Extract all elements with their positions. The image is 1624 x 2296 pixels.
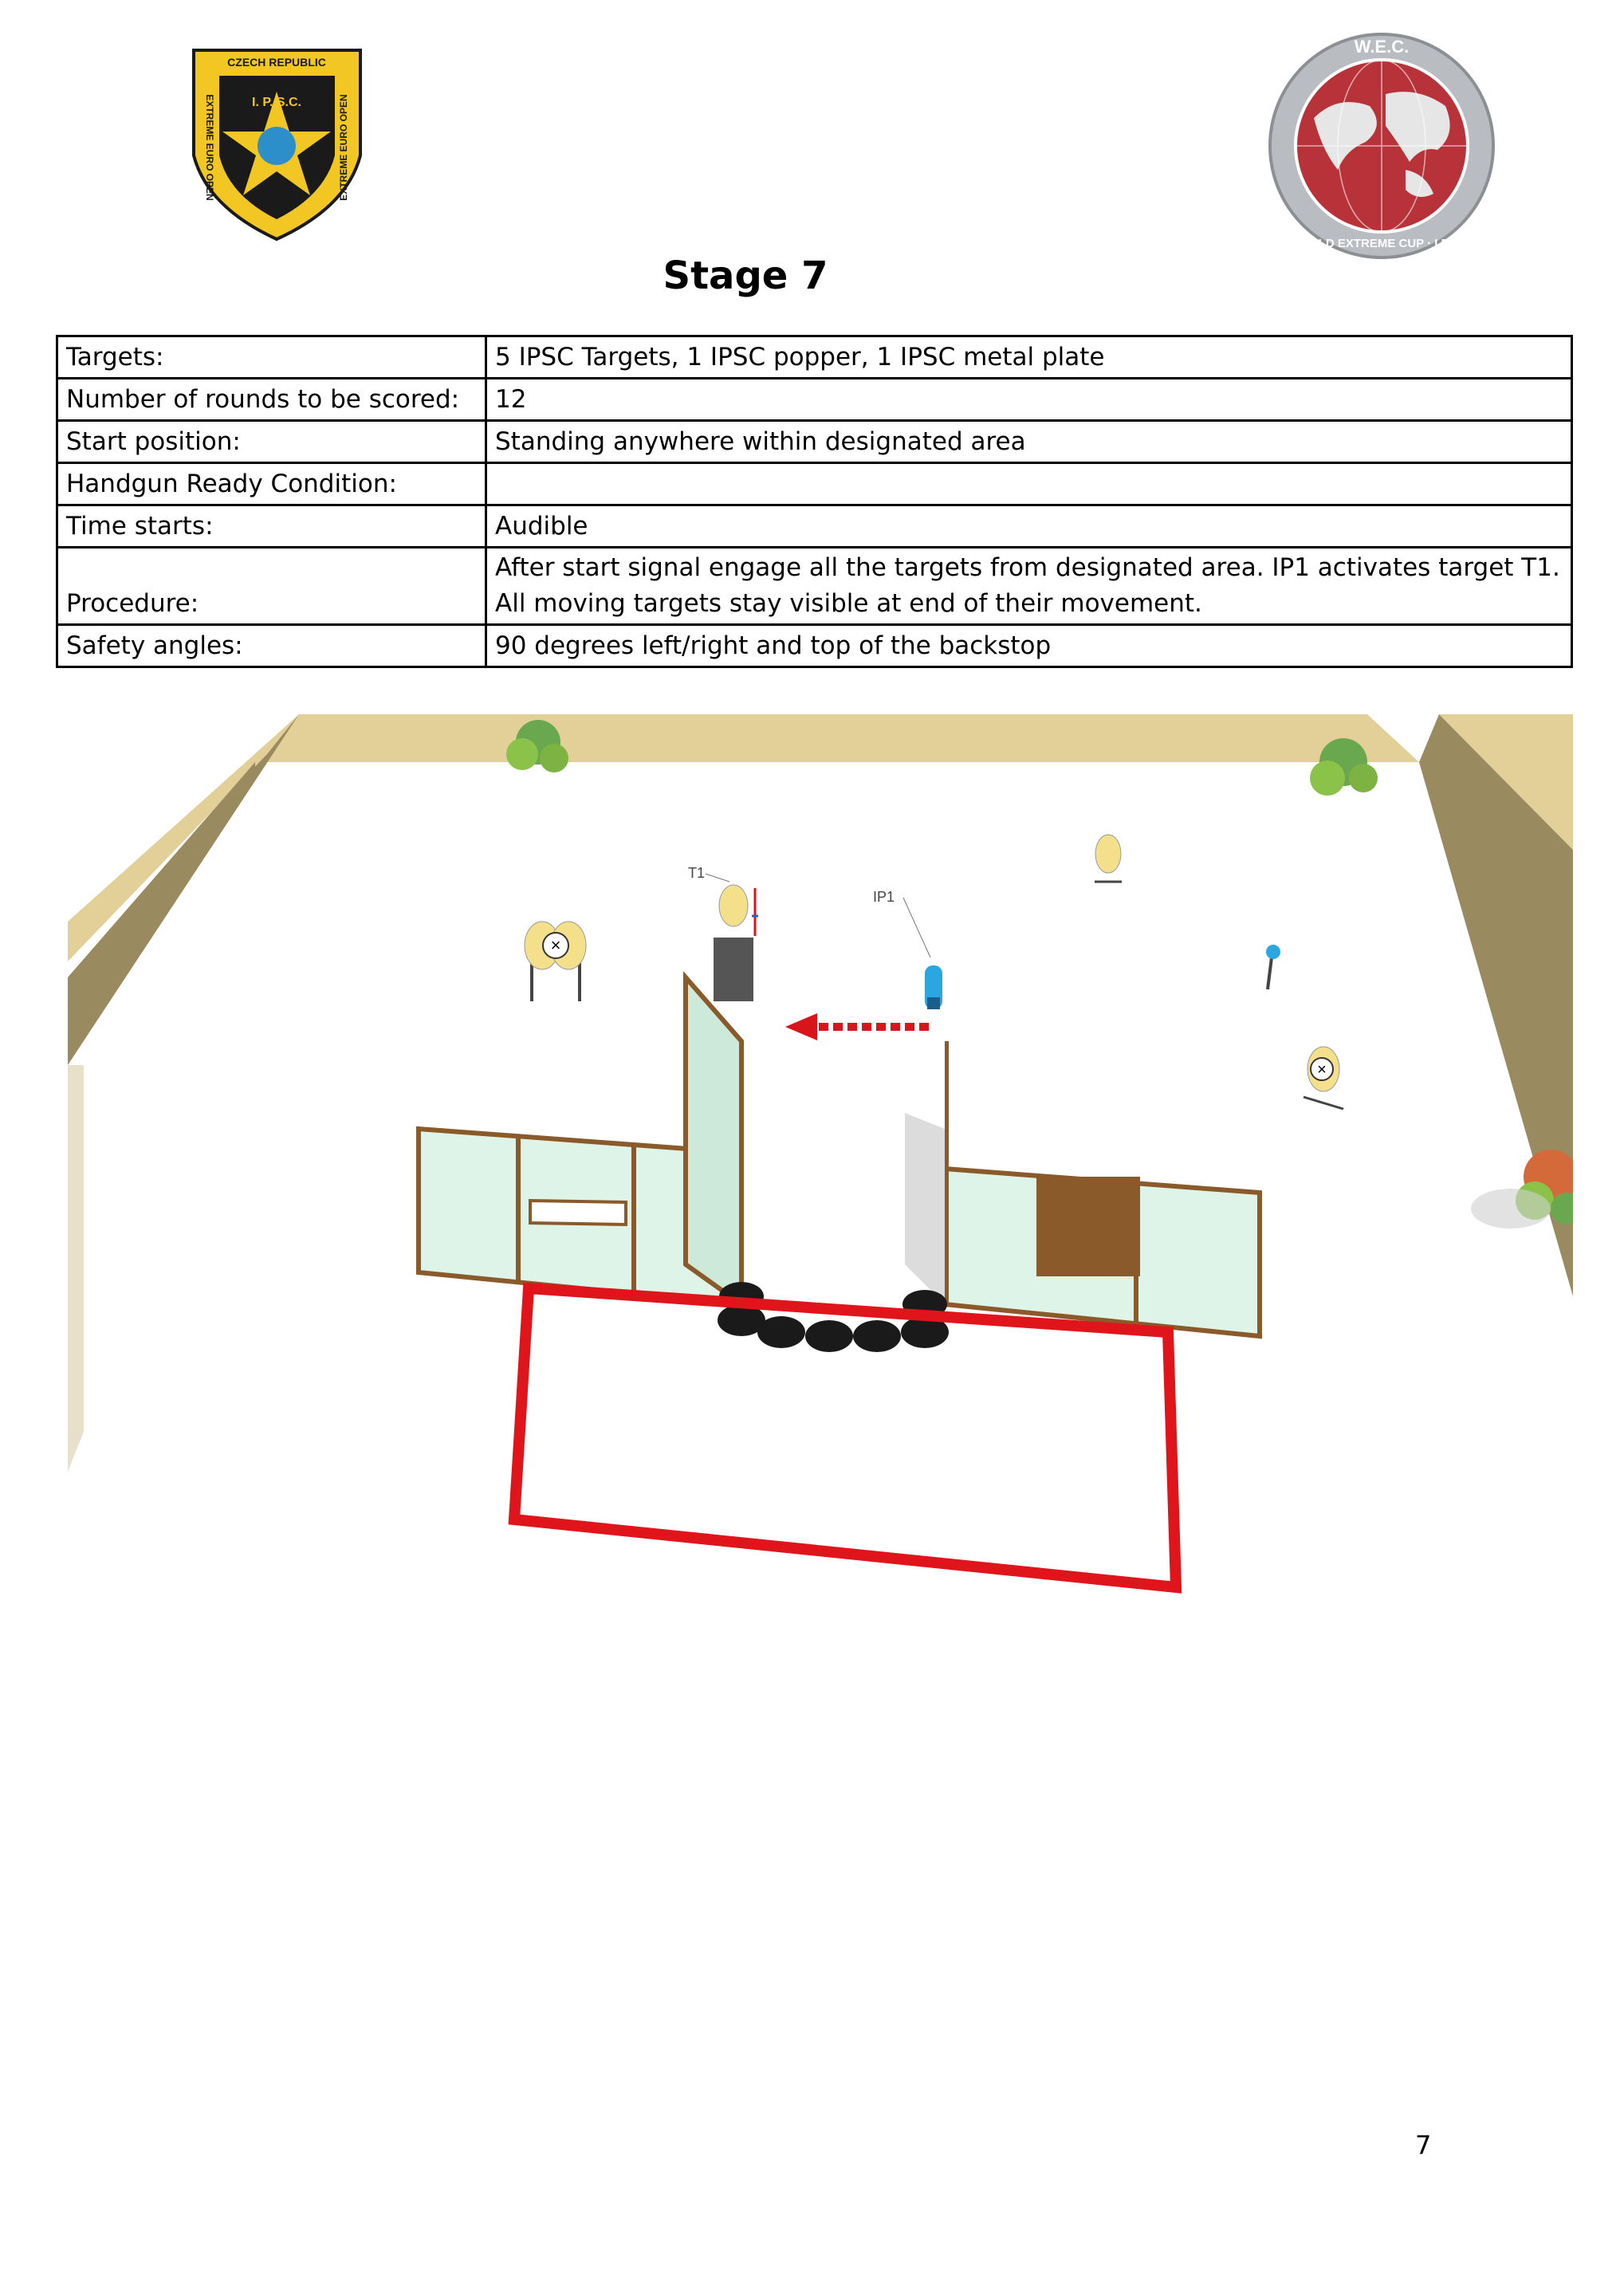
row-value: 12 [486, 379, 1572, 421]
table-row [57, 463, 1572, 505]
row-label: Targets: [57, 336, 486, 379]
table-row [57, 625, 1572, 667]
right-logo-top-text: W.E.C. [1354, 37, 1410, 57]
table-row [57, 505, 1572, 548]
procedure-line: After start signal engage all the targets from designated area. IP1 activates target T1. [495, 553, 1560, 582]
ground [68, 714, 1573, 1615]
row-value [486, 548, 1572, 625]
stage-diagram [68, 714, 1573, 1615]
back-berm [255, 714, 1419, 762]
left-logo-center-text: I. P. S.C. [252, 96, 301, 109]
row-value: 5 IPSC Targets, 1 IPSC popper, 1 IPSC metal plate [486, 336, 1572, 379]
row-value [486, 463, 1572, 505]
left-logo-right-text: EXTREME EURO OPEN [338, 94, 349, 201]
procedure-line: All moving targets stay visible at end of their movement. [495, 589, 1202, 618]
world-extreme-cup-logo [1266, 30, 1497, 261]
row-label: Number of rounds to be scored: [57, 379, 486, 421]
ipsc-extreme-euro-open-logo [187, 44, 367, 243]
page-number: 7 [1415, 2130, 1432, 2160]
svg-text:×: × [550, 935, 561, 955]
table-row [57, 379, 1572, 421]
page-title: Stage 7 [663, 254, 828, 298]
label-t1: T1 [688, 865, 706, 881]
row-value: 90 degrees left/right and top of the backstop [486, 625, 1572, 667]
row-label: Handgun Ready Condition: [57, 463, 486, 505]
table-row [57, 548, 1572, 625]
left-logo-top-text: CZECH REPUBLIC [227, 56, 326, 69]
row-label: Time starts: [57, 505, 486, 548]
row-label: Procedure: [57, 548, 486, 625]
label-ip1: IP1 [873, 889, 895, 905]
stage-info-table [56, 335, 1573, 668]
row-value: Standing anywhere within designated area [486, 421, 1572, 463]
row-label: Safety angles: [57, 625, 486, 667]
table-row [57, 336, 1572, 379]
right-logo-ring-text: WORLD EXTREME CUP · I.P.S.C. [1289, 237, 1474, 250]
left-logo-left-text: EXTREME EURO OPEN [204, 94, 215, 201]
row-value: Audible [486, 505, 1572, 548]
table-row [57, 421, 1572, 463]
row-label: Start position: [57, 421, 486, 463]
svg-text:×: × [1317, 1061, 1327, 1079]
